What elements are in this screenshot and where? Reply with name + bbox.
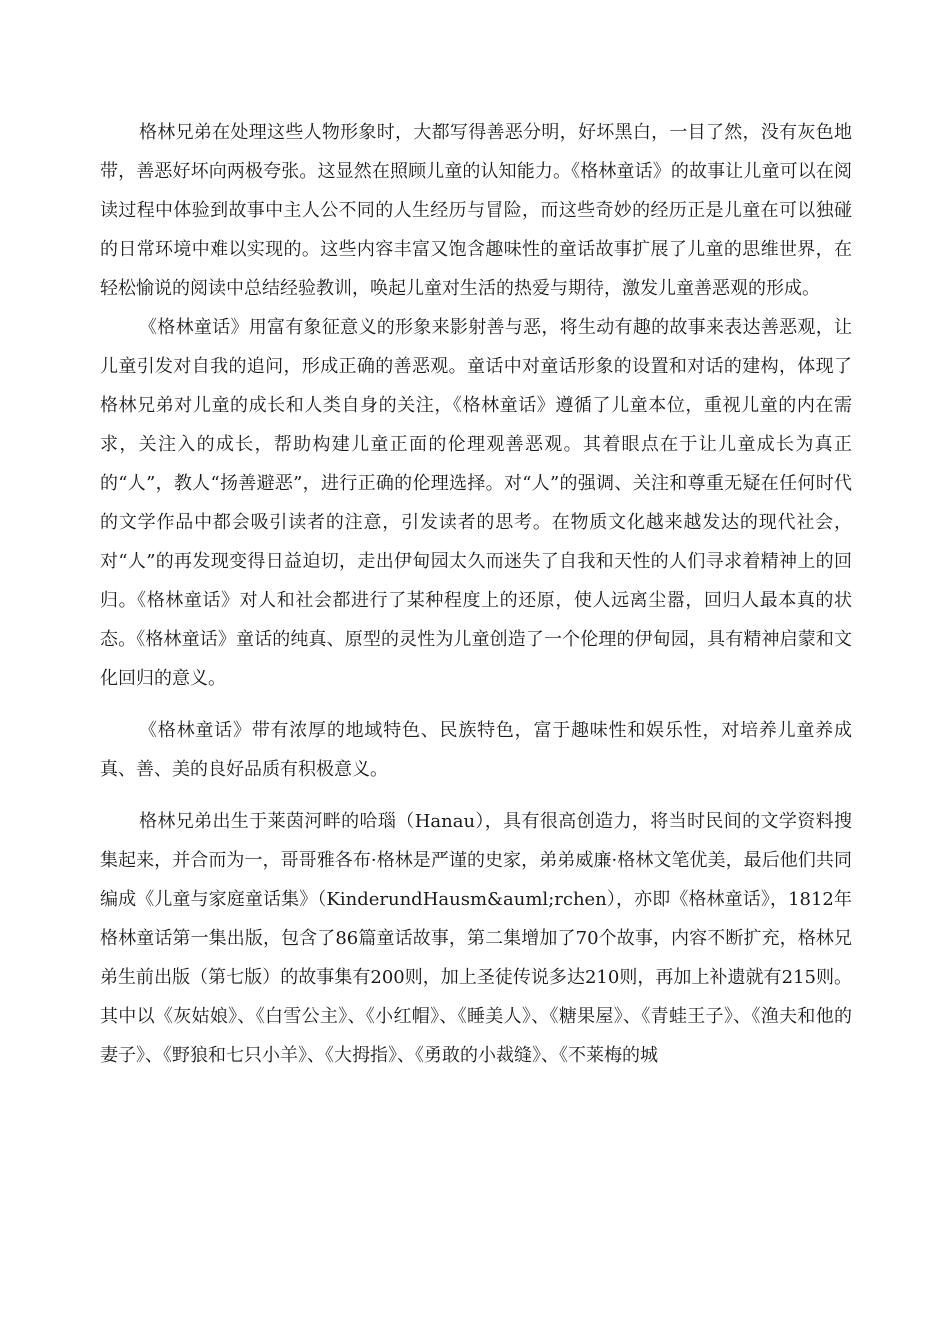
document-body: [100, 113, 852, 1075]
paragraph-spacer: [100, 698, 852, 711]
paragraph-4: 格林兄弟出生于莱茵河畔的哈瑙（Hanau），具有很高创造力，将当时民间的文学资料搜集起来，并合而为一，哥哥雅各布·格林是严谨的史家，弟弟威廉·格林文笔优美，最后他们共同编成《儿童与家庭童话集》（KinderundHausm&auml;rchen），亦即《格林童话》，1812年格林童话第一集出版，包含了86篇童话故事，第二集增加了70个故事，内容不断扩充，格林兄弟生前出版（第七版）的故事集有200则，加上圣徒传说多达210则，再加上补遗就有215则。其中以《灰姑娘》、《白雪公主》、《小红帽》、《睡美人》、《糖果屋》、《青蛙王子》、《渔夫和他的妻子》、《野狼和七只小羊》、《大拇指》、《勇敢的小裁缝》、《不莱梅的城: [100, 811, 852, 1066]
paragraph-2: 《格林童话》用富有象征意义的形象来影射善与恶，将生动有趣的故事来表达善恶观，让儿童引发对自我的追问，形成正确的善恶观。童话中对童话形象的设置和对话的建构，体现了格林兄弟对儿童的成长和人类自身的关注，《格林童话》遵循了儿童本位，重视儿童的内在需求，关注入的成长，帮助构建儿童正面的伦理观善恶观。其着眼点在于让儿童成长为真正的“人”，教人“扬善避恶”，进行正确的伦理选择。对“人”的强调、关注和尊重无疑在任何时代的文学作品中都会吸引读者的注意，引发读者的思考。在物质文化越来越发达的现代社会，对“人”的再发现变得日益迫切，走出伊甸园太久而迷失了自我和天性的人们寻求着精神上的回归。《格林童话》对人和社会都进行了某种程度上的还原，使人远离尘嚣，回归人最本真的状态。《格林童话》童话的纯真、原型的灵性为儿童创造了一个伦理的伊甸园，具有精神启蒙和文化回归的意义。: [100, 317, 852, 689]
paragraph-3: 《格林童话》带有浓厚的地域特色、民族特色，富于趣味性和娱乐性，对培养儿童养成真、善、美的良好品质有积极意义。: [100, 720, 852, 780]
paragraph-1: 格林兄弟在处理这些人物形象时，大都写得善恶分明，好坏黑白，一目了然，没有灰色地带，善恶好坏向两极夸张。这显然在照顾儿童的认知能力。《格林童话》的故事让儿童可以在阅读过程中体验到故事中主人公不同的人生经历与冒险，而这些奇妙的经历正是儿童在可以独碰的日常环境中难以实现的。这些内容丰富又饱含趣味性的童话故事扩展了儿童的思维世界，在轻松愉说的阅读中总结经验教训，唤起儿童对生活的热爱与期待，激发儿童善恶观的形成。: [100, 122, 852, 299]
paragraph-spacer: [100, 789, 852, 802]
